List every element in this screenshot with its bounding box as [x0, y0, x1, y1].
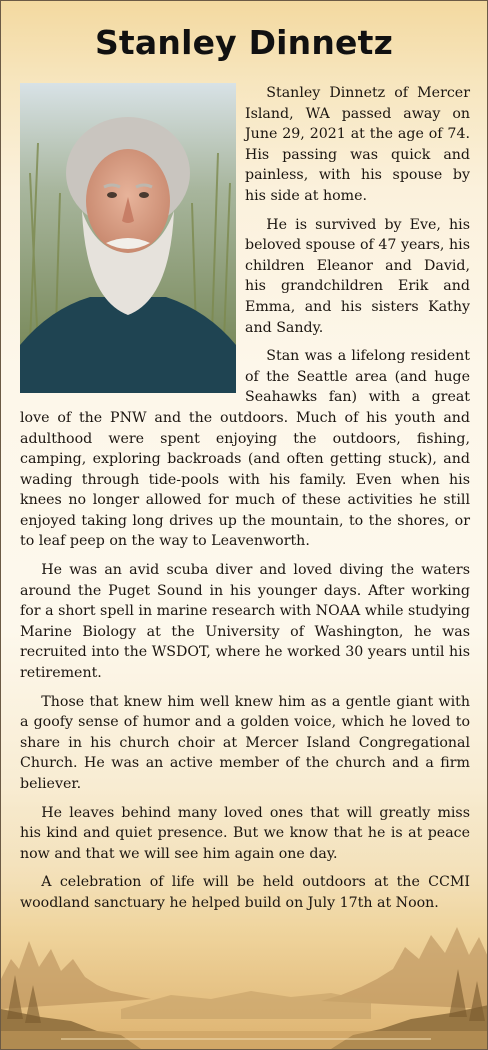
obituary-title: Stanley Dinnetz	[94, 23, 394, 62]
paragraph: Stanley Dinnetz of Mercer Island, WA passed away on June 29, 2021 at the age of 74. His passing was quick and painless, with his spouse by his side at home.	[245, 85, 470, 204]
paragraph: Those that knew him well knew him as a gentle giant with a goofy sense of humor and a golden voice, which he loved to share in his church choir at Mercer Island Congregational Church. He was an active member of the church and a firm believer.	[20, 693, 470, 792]
paragraph: Stan was a lifelong resident of the Seattle area (and huge Seahawks fan) with a great love of the PNW and the outdoors. Much of his youth and adulthood were spent enjoying the outdoors, fishing, camping, exploring backroads (and often getting stuck), and wading through tide-pools with his family. Even when his knees no longer allowed for much of these activities he still enjoyed taking long drives up the mountain, to the shores, or to leaf peep on the way to Leavenworth.	[20, 348, 470, 550]
obituary-content	[1, 1, 487, 911]
paragraph: A celebration of life will be held outdoors at the CCMI woodland sanctuary he helped build on July 17th at Noon.	[20, 874, 470, 911]
paragraph: He was an avid scuba diver and loved diving the waters around the Puget Sound in his younger days. After working for a short spell in marine research with NOAA while studying Marine Biology at the University of Washington, he was recruited into the WSDOT, where he worked 30 years until his retirement.	[20, 562, 470, 682]
portrait-photo	[20, 83, 236, 393]
paragraph: He is survived by Eve, his beloved spouse of 47 years, his children Eleanor and David, his grandchildren Erik and Emma, and his sisters Kathy and Sandy.	[245, 216, 470, 336]
obituary-body	[20, 83, 470, 922]
paragraph: He leaves behind many loved ones that will greatly miss his kind and quiet presence. But we know that he is at peace now and that we will see him again one day.	[20, 804, 470, 862]
